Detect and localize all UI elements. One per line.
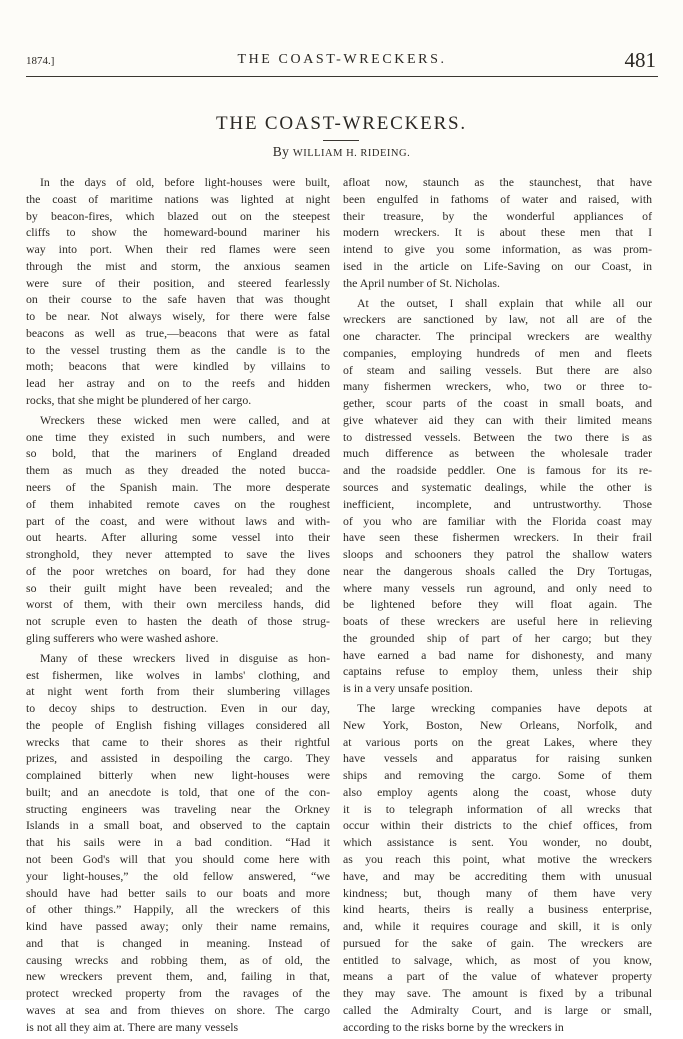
text-line: the coast of maritime nations was lighted at night — [26, 191, 330, 206]
text-line: to distressed vessels. Between the two there is as — [343, 429, 652, 444]
text-line: give whatever aid they can with their limited means — [343, 412, 652, 427]
text-line: rocks, that she might be plundered of her cargo. — [26, 392, 252, 407]
text-line: at night went forth from their slumbering villages — [26, 684, 330, 699]
text-line: the grounded ship of part of her cargo; but they — [343, 630, 652, 645]
text-line: waves at sea and from thieves on shore. The cargo — [26, 1002, 330, 1017]
text-line: is not all they aim at. There are many vessels — [26, 1019, 239, 1034]
title-rule — [323, 140, 359, 141]
text-line: to be near. Not always wisely, for there were false — [26, 309, 330, 324]
text-line: many fishermen wreckers, who, two or three to- — [343, 379, 652, 394]
text-line: of steam and sailing vessels. But there are also — [343, 362, 652, 377]
text-line: kind have passed away; only their name remains, — [26, 919, 330, 934]
text-line: moth; beacons that were kindled by villains to — [26, 359, 330, 374]
text-line: should have had better sails to our boats and more — [26, 885, 330, 900]
byline-author: WILLIAM H. RIDEING. — [292, 148, 411, 159]
text-line: causing wrecks and robbing them, as of old, the — [26, 952, 330, 967]
text-line: gling sufferers who were washed ashore. — [26, 630, 219, 645]
text-line: through the mist and storm, the anxious seamen — [26, 258, 330, 273]
text-line: In the days of old, before light-houses were built, — [40, 175, 330, 189]
text-line: where many vessels run aground, and only need to — [343, 580, 652, 595]
paragraph — [26, 412, 330, 647]
text-line: kind hearts, theirs is really a business enterprise, — [343, 902, 652, 917]
text-line: that his sails were in a bad condition. “Had it — [26, 835, 330, 850]
text-line: them as much as they dreaded the noted bucca- — [26, 463, 330, 478]
text-line: by beacon-fires, which blazed out on the steepest — [26, 208, 330, 223]
left-column — [26, 174, 330, 1039]
text-line: protect wrecked property from the ravages of the — [26, 986, 330, 1001]
text-line: near the dangerous shoals called the Dry Tortugas, — [343, 563, 652, 578]
paragraph — [343, 174, 652, 291]
text-line: The large wrecking companies have depots at — [357, 701, 652, 716]
text-line: have, and may be accrediting them with unusual — [343, 868, 652, 883]
text-line: so bold, that the mariners of England dreaded — [26, 446, 330, 461]
text-line: have vessels and apparatus for raising sunken — [343, 751, 652, 766]
text-line: companies, employing hundreds of men and fleets — [343, 345, 652, 360]
text-line: est fishermen, like wolves in lambs' clothing, and — [26, 667, 330, 682]
text-line: of the poor wretches on board, for had they done — [26, 563, 330, 578]
text-line: lead her astray and on to the reefs and hidden — [26, 376, 330, 391]
text-line: stronghold, they never attempted to save the lives — [26, 547, 330, 562]
running-head-date: 1874.] — [26, 55, 55, 67]
paragraph — [26, 174, 330, 409]
text-line: occur within their districts to the chief offices, from — [343, 818, 652, 833]
text-line: not scruple even to hasten the death of those strug- — [26, 614, 330, 629]
text-line: so their guilt might have been revealed; and the — [26, 580, 330, 595]
text-line: one time they existed in such numbers, and were — [26, 429, 330, 444]
text-line: neers of the Spanish main. The more desperate — [26, 479, 330, 494]
text-line: cliffs to show the homeward-bound mariner his — [26, 225, 330, 240]
paragraph — [26, 650, 330, 1036]
text-line: on their course to the safe haven that was thought — [26, 292, 330, 307]
text-line: not been God's will that you should come here with — [26, 852, 330, 866]
text-line: of them inhabited remote caves on the roughest — [26, 496, 330, 511]
text-line: is in a very unsafe position. — [343, 681, 473, 696]
text-line: to decoy ships to destruction. Even in our day, — [26, 701, 330, 716]
running-head-title: THE COAST-WRECKERS. — [237, 52, 447, 67]
text-line: sources and systematic dealings, while the other is — [343, 479, 652, 494]
text-line: been engulfed in fathoms of water and raised, with — [343, 191, 652, 206]
paragraph — [343, 700, 652, 1035]
text-line: way into port. When their red flames were seen — [26, 242, 330, 257]
text-line: entitled to salvage, which, as most of you know, — [343, 952, 652, 967]
text-line: Wreckers these wicked men were called, and at — [40, 412, 330, 427]
text-line: of other things.” Happily, all the wreckers of this — [26, 902, 330, 917]
text-line: they may save. The amount is fixed by a tribunal — [343, 986, 652, 1001]
text-line: modern wreckers. It is about these men that I — [343, 225, 652, 240]
text-line: one character. The principal wreckers are wealthy — [343, 329, 652, 344]
text-line: as you reach this point, what motive the wreckers — [343, 852, 652, 866]
text-line: pursued for the sake of gain. The wreckers are — [343, 935, 652, 950]
page-number: 481 — [624, 48, 656, 72]
text-line: sloops and schooners they patrol the shallow waters — [343, 547, 652, 562]
text-line: structing engineers was traveling near the Orkney — [26, 801, 330, 816]
text-line: afloat now, staunch as the staunchest, that have — [343, 175, 652, 189]
text-line: and, while it requires courage and skill, it is only — [343, 919, 652, 934]
text-line: out hearts. After alluring some vessel into their — [26, 530, 330, 545]
text-line: have earned a bad name for dishonesty, and many — [343, 647, 652, 662]
text-line: gether, scour parts of the coast in small boats, and — [343, 396, 652, 411]
text-line: much difference as between the wholesale trader — [343, 446, 652, 461]
text-line: the April number of St. Nicholas. — [343, 275, 500, 290]
right-column — [343, 174, 652, 1039]
text-line: called the Admiralty Court, and is large or small, — [343, 1002, 652, 1017]
running-head — [26, 50, 658, 72]
text-line: Islands in a small boat, and observed to the captain — [26, 818, 330, 833]
text-line: the people of English fishing villages considered all — [26, 717, 330, 732]
text-line: have seen these fishermen wreckers. In their frail — [343, 530, 652, 545]
text-line: Many of these wreckers lived in disguise as hon- — [40, 650, 330, 665]
text-line: intend to give you some information, as was prom- — [343, 242, 652, 257]
text-line: it is to telegraph information of all wrecks that — [343, 801, 652, 816]
byline — [0, 144, 683, 160]
text-line: kindness; but, though many of them have very — [343, 885, 652, 900]
text-line: New York, Boston, New Orleans, Norfolk, and — [343, 717, 652, 732]
header-rule — [26, 76, 658, 77]
text-line: At the outset, I shall explain that while all our — [357, 295, 652, 310]
text-line: and that is changed in meaning. Instead of — [26, 935, 330, 950]
text-line: captains refuse to employ them, unless their ship — [343, 664, 652, 679]
text-line: wreckers are sanctioned by law, not all are of the — [343, 312, 652, 327]
text-line: built; and an anecdote is told, that one of the con- — [26, 784, 330, 799]
text-line: at various ports on the great Lakes, where they — [343, 734, 652, 749]
text-line: boats of these wreckers are useful here in relieving — [343, 614, 652, 629]
text-line: and the roadside peddler. One is famous for its re- — [343, 463, 652, 478]
text-line: be lightened before they will float again. The — [343, 597, 652, 612]
text-line: according to the risks borne by the wreckers in — [343, 1019, 564, 1034]
text-line: your light-houses,” the old fellow answered, “we — [26, 868, 330, 883]
text-line: of you who are familiar with the Florida coast may — [343, 513, 652, 528]
text-line: ships and removing the cargo. Some of them — [343, 768, 652, 783]
text-line: also employ agents along the coast, whose duty — [343, 784, 652, 799]
text-line: prizes, and assisted in despoiling the cargo. They — [26, 751, 330, 766]
text-line: complained bitterly when new light-houses were — [26, 768, 330, 783]
text-line: inefficient, incomplete, and untrustworthy. Those — [343, 496, 652, 511]
text-line: means a part of the value of whatever property — [343, 969, 652, 984]
text-line: worst of them, with their own merciless hands, did — [26, 597, 330, 612]
paragraph — [343, 295, 652, 697]
text-line: part of the coast, and were without laws and with- — [26, 513, 330, 528]
text-line: new wreckers prevent them, and, failing in that, — [26, 969, 330, 984]
text-line: ised in the article on Life-Saving on our Coast, in — [343, 258, 652, 273]
text-line: beacons as well as true,—beacons that were as fatal — [26, 325, 330, 340]
text-line: their treasure, by the wonderful appliances of — [343, 208, 652, 223]
byline-prefix: By — [272, 144, 290, 159]
text-line: which assistance is sent. You wonder, no doubt, — [343, 835, 652, 850]
text-line: were sure of their position, and steered fearlessly — [26, 275, 330, 290]
text-line: wrecks that came to their shores as their rightful — [26, 734, 330, 749]
article-title: THE COAST-WRECKERS. — [216, 113, 467, 134]
text-line: to the vessel trusting them as the candle is to the — [26, 342, 330, 357]
